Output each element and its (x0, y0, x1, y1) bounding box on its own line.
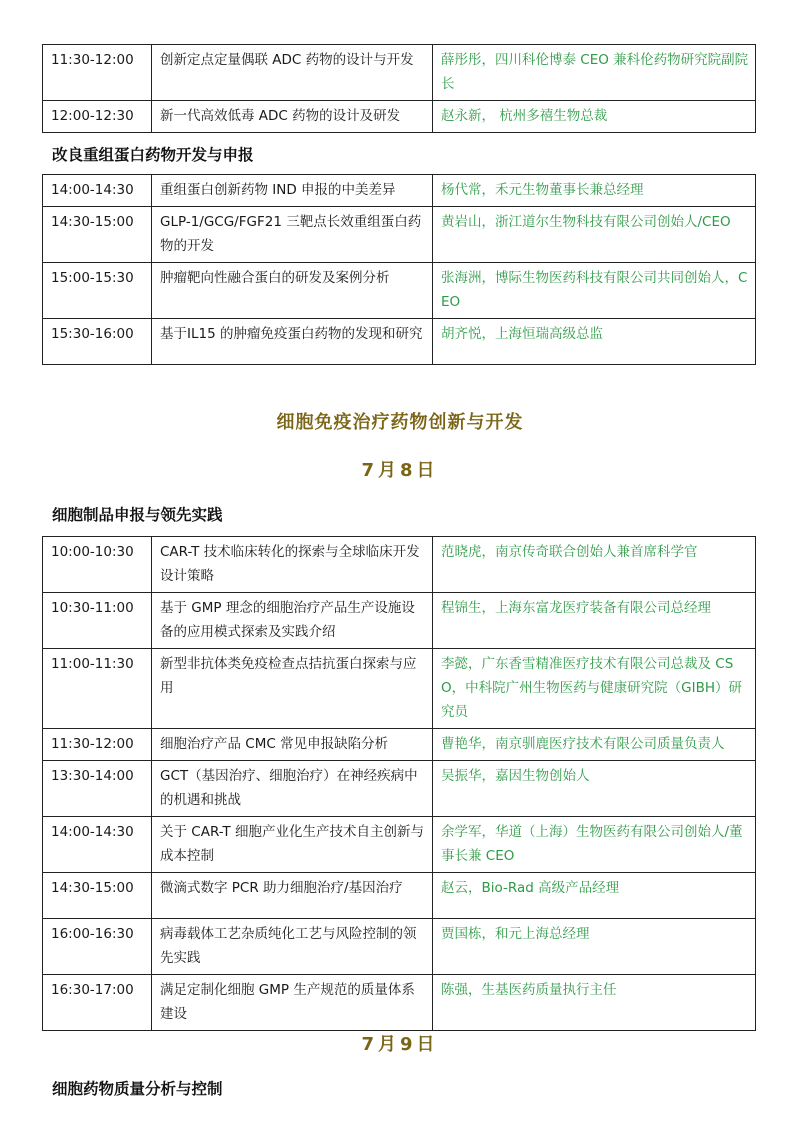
time-cell: 11:00-11:30 (43, 649, 152, 729)
time-cell: 14:00-14:30 (43, 175, 152, 207)
table-row (43, 593, 756, 649)
time-cell: 13:30-14:00 (43, 761, 152, 817)
speaker-cell: 张海洲，博际生物医药科技有限公司共同创始人，CEO (433, 263, 756, 319)
speaker-cell: 赵云，Bio-Rad 高级产品经理 (433, 873, 756, 919)
topic-cell: CAR-T 技术临床转化的探索与全球临床开发设计策略 (152, 537, 433, 593)
schedule-table-protein (42, 174, 756, 365)
time-cell: 15:30-16:00 (43, 319, 152, 365)
topic-cell: 微滴式数字 PCR 助力细胞治疗/基因治疗 (152, 873, 433, 919)
speaker-cell: 曹艳华，南京驯鹿医疗技术有限公司质量负责人 (433, 729, 756, 761)
table-row (43, 873, 756, 919)
speaker-cell: 赵永新， 杭州多禧生物总裁 (433, 101, 756, 133)
topic-cell: 满足定制化细胞 GMP 生产规范的质量体系建设 (152, 975, 433, 1031)
speaker-cell: 范晓虎，南京传奇联合创始人兼首席科学官 (433, 537, 756, 593)
topic-cell: 细胞治疗产品 CMC 常见申报缺陷分析 (152, 729, 433, 761)
table-row (43, 975, 756, 1031)
table-row (43, 101, 756, 133)
time-cell: 15:00-15:30 (43, 263, 152, 319)
time-cell: 12:00-12:30 (43, 101, 152, 133)
speaker-cell: 胡齐悦，上海恒瑞高级总监 (433, 319, 756, 365)
topic-cell: 病毒载体工艺杂质纯化工艺与风险控制的领先实践 (152, 919, 433, 975)
topic-cell: 肿瘤靶向性融合蛋白的研发及案例分析 (152, 263, 433, 319)
section-heading-quality: 细胞药物质量分析与控制 (52, 1080, 223, 1098)
topic-cell: 基于IL15 的肿瘤免疫蛋白药物的发现和研究 (152, 319, 433, 365)
speaker-cell: 黄岩山，浙江道尔生物科技有限公司创始人/CEO (433, 207, 756, 263)
table-row (43, 45, 756, 101)
time-cell: 14:30-15:00 (43, 207, 152, 263)
schedule-table-adc (42, 44, 756, 133)
time-cell: 14:00-14:30 (43, 817, 152, 873)
time-cell: 11:30-12:00 (43, 729, 152, 761)
time-cell: 10:00-10:30 (43, 537, 152, 593)
topic-cell: 新型非抗体类免疫检查点拮抗蛋白探索与应用 (152, 649, 433, 729)
speaker-cell: 杨代常，禾元生物董事长兼总经理 (433, 175, 756, 207)
table-row (43, 919, 756, 975)
table-row (43, 207, 756, 263)
section-heading-cell-products: 细胞制品申报与领先实践 (52, 506, 223, 524)
table-row (43, 817, 756, 873)
schedule-table-cell (42, 536, 756, 1031)
section-heading-protein: 改良重组蛋白药物开发与申报 (52, 146, 254, 164)
date-heading-day2: 7月9日 (361, 1034, 439, 1055)
center-title: 细胞免疫治疗药物创新与开发 (276, 412, 524, 433)
speaker-cell: 吴振华，嘉因生物创始人 (433, 761, 756, 817)
speaker-cell: 程锦生，上海东富龙医疗装备有限公司总经理 (433, 593, 756, 649)
table-row (43, 319, 756, 365)
speaker-cell: 李懿，广东香雪精准医疗技术有限公司总裁及 CSO，中科院广州生物医药与健康研究院（GIBH）研究员 (433, 649, 756, 729)
time-cell: 14:30-15:00 (43, 873, 152, 919)
topic-cell: 关于 CAR-T 细胞产业化生产技术自主创新与成本控制 (152, 817, 433, 873)
time-cell: 16:30-17:00 (43, 975, 152, 1031)
speaker-cell: 薛彤彤，四川科伦博泰 CEO 兼科伦药物研究院副院长 (433, 45, 756, 101)
time-cell: 16:00-16:30 (43, 919, 152, 975)
date-heading-day1: 7月8日 (361, 460, 439, 481)
table-row (43, 729, 756, 761)
table-row (43, 761, 756, 817)
topic-cell: 基于 GMP 理念的细胞治疗产品生产设施设备的应用模式探索及实践介绍 (152, 593, 433, 649)
speaker-cell: 贾国栋，和元上海总经理 (433, 919, 756, 975)
time-cell: 11:30-12:00 (43, 45, 152, 101)
topic-cell: 新一代高效低毒 ADC 药物的设计及研发 (152, 101, 433, 133)
table-row (43, 537, 756, 593)
topic-cell: 重组蛋白创新药物 IND 申报的中美差异 (152, 175, 433, 207)
table-row (43, 649, 756, 729)
topic-cell: GLP-1/GCG/FGF21 三靶点长效重组蛋白药物的开发 (152, 207, 433, 263)
topic-cell: 创新定点定量偶联 ADC 药物的设计与开发 (152, 45, 433, 101)
table-row (43, 175, 756, 207)
topic-cell: GCT（基因治疗、细胞治疗）在神经疾病中的机遇和挑战 (152, 761, 433, 817)
speaker-cell: 陈强，生基医药质量执行主任 (433, 975, 756, 1031)
speaker-cell: 余学军，华道（上海）生物医药有限公司创始人/董事长兼 CEO (433, 817, 756, 873)
time-cell: 10:30-11:00 (43, 593, 152, 649)
table-row (43, 263, 756, 319)
